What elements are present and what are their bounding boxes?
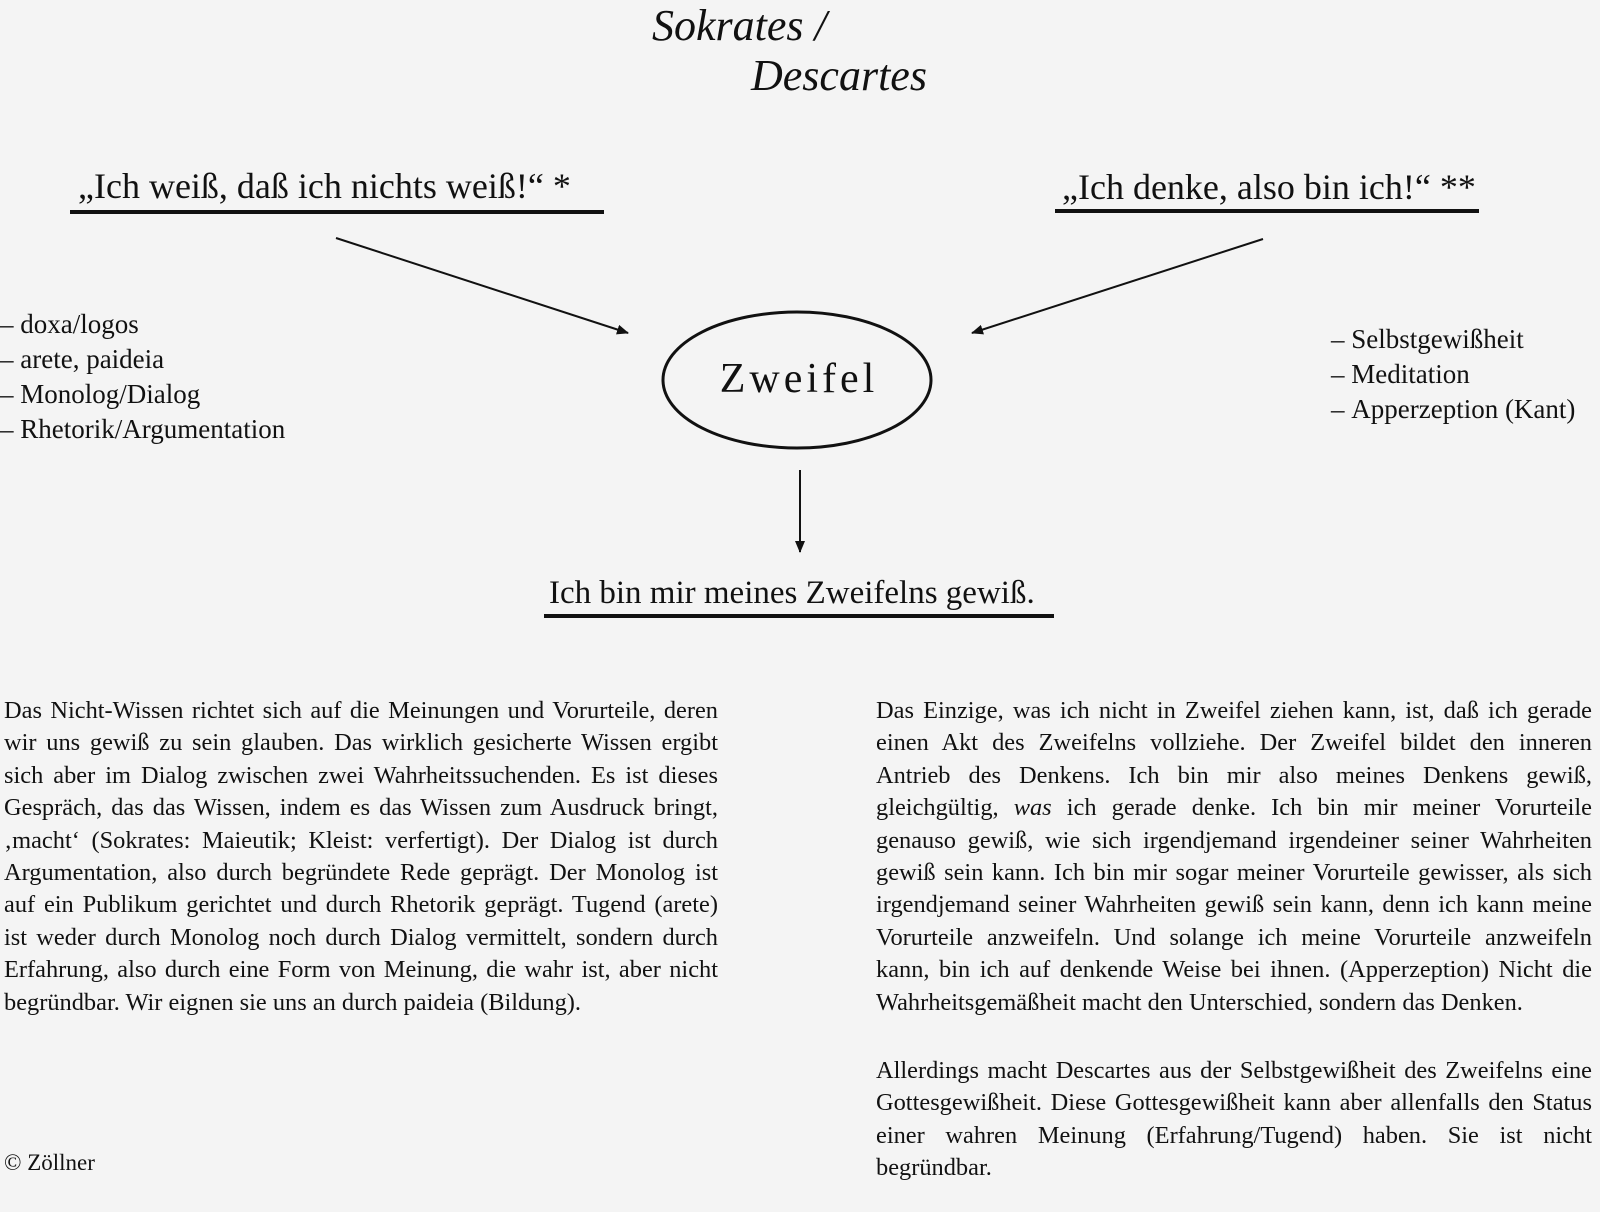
bullet-list-descartes [1331,322,1575,427]
zweifel-label: Zweifel [719,356,879,402]
bullet-item: – Monolog/Dialog [0,377,285,412]
paragraph-sokrates-text: Das Nicht-Wissen richtet sich auf die Meinungen und Vorurteile, deren wir uns gewiß zu sein glauben. Das wirklich gesicherte Wissen ergibt sich aber im Dialog zwischen zwei Wahrheitssuchenden. Es ist dieses Gespräch, das das Wissen, indem es das Wissen zum Ausdruck bringt, ‚macht‘ (Sokrates: Maieutik; Kleist: verfertigt). Der Dialog ist durch Argumentation, also durch begründete Rede geprägt. Der Monolog ist auf ein Publikum gerichtet und durch Rhetorik geprägt. Tugend (arete) ist weder durch Monolog noch durch Dialog vermittelt, sondern durch Erfahrung, also durch eine Form von Meinung, die wahr ist, aber nicht begründbar. Wir eignen sie uns an durch paideia (Bildung). [4,697,718,1016]
arrow-right-to-zweifel [972,239,1263,333]
bullet-item: – Selbstgewißheit [1331,322,1575,357]
underline-conclusion [544,614,1054,618]
paragraph-descartes-1-text-b: ich gerade denke. Ich bin mir meiner Vorurteile genauso gewiß, wie sich irgendjemand irgendeiner seiner Wahrheiten gewiß sein kann. Ich bin mir sogar meiner Vorurteile gewisser, als sich irgendjemand seiner Wahrheiten gewiß sein kann, denn ich kann meine Vorurteile anzweifeln. Und solange ich meine Vorurteile anzweifeln kann, bin ich auf denkende Weise bei ihnen. (Apperzeption) Nicht die Wahrheitsgemäßheit macht den Unterschied, sondern das Denken. [876,794,1592,1016]
bullet-item: – arete, paideia [0,342,285,377]
paragraph-sokrates [4,695,718,1019]
arrow-left-to-zweifel [336,238,628,333]
paragraph-descartes-1 [876,695,1592,1019]
bullet-item: – Rhetorik/Argumentation [0,412,285,447]
bullet-item: – Apperzeption (Kant) [1331,392,1575,427]
bullet-item: – Meditation [1331,357,1575,392]
paragraph-descartes-1-text-a: Das Einzige, was ich nicht in Zweifel ziehen kann, ist, daß ich gerade einen Akt des Zweifelns vollziehe. Der Zweifel bildet den inneren Antrieb des Denkens. Ich bin mir also meines Denkens gewiß, gleichgültig, [876,697,1592,822]
title-line-1: Sokrates / [652,1,827,50]
bullet-item: – doxa/logos [0,307,285,342]
quote-descartes: „Ich denke, also bin ich!“ ** [1062,167,1476,207]
conclusion-text: Ich bin mir meines Zweifelns gewiß. [549,575,1035,611]
title-line-2: Descartes [751,51,927,100]
paragraph-descartes-2 [876,1055,1592,1185]
quote-sokrates: „Ich weiß, daß ich nichts weiß!“ * [78,166,571,206]
copyright-notice: © Zöllner [4,1150,95,1175]
paragraph-descartes-1-emphasis: was [1013,794,1052,822]
bullet-list-sokrates [0,307,285,447]
paragraph-descartes-2-text: Allerdings macht Descartes aus der Selbstgewißheit des Zweifelns eine Gottesgewißheit. Diese Gottesgewißheit kann aber allenfalls den Status einer wahren Meinung (Erfahrung/Tugend) haben. Sie ist nicht begründbar. [876,1057,1592,1182]
